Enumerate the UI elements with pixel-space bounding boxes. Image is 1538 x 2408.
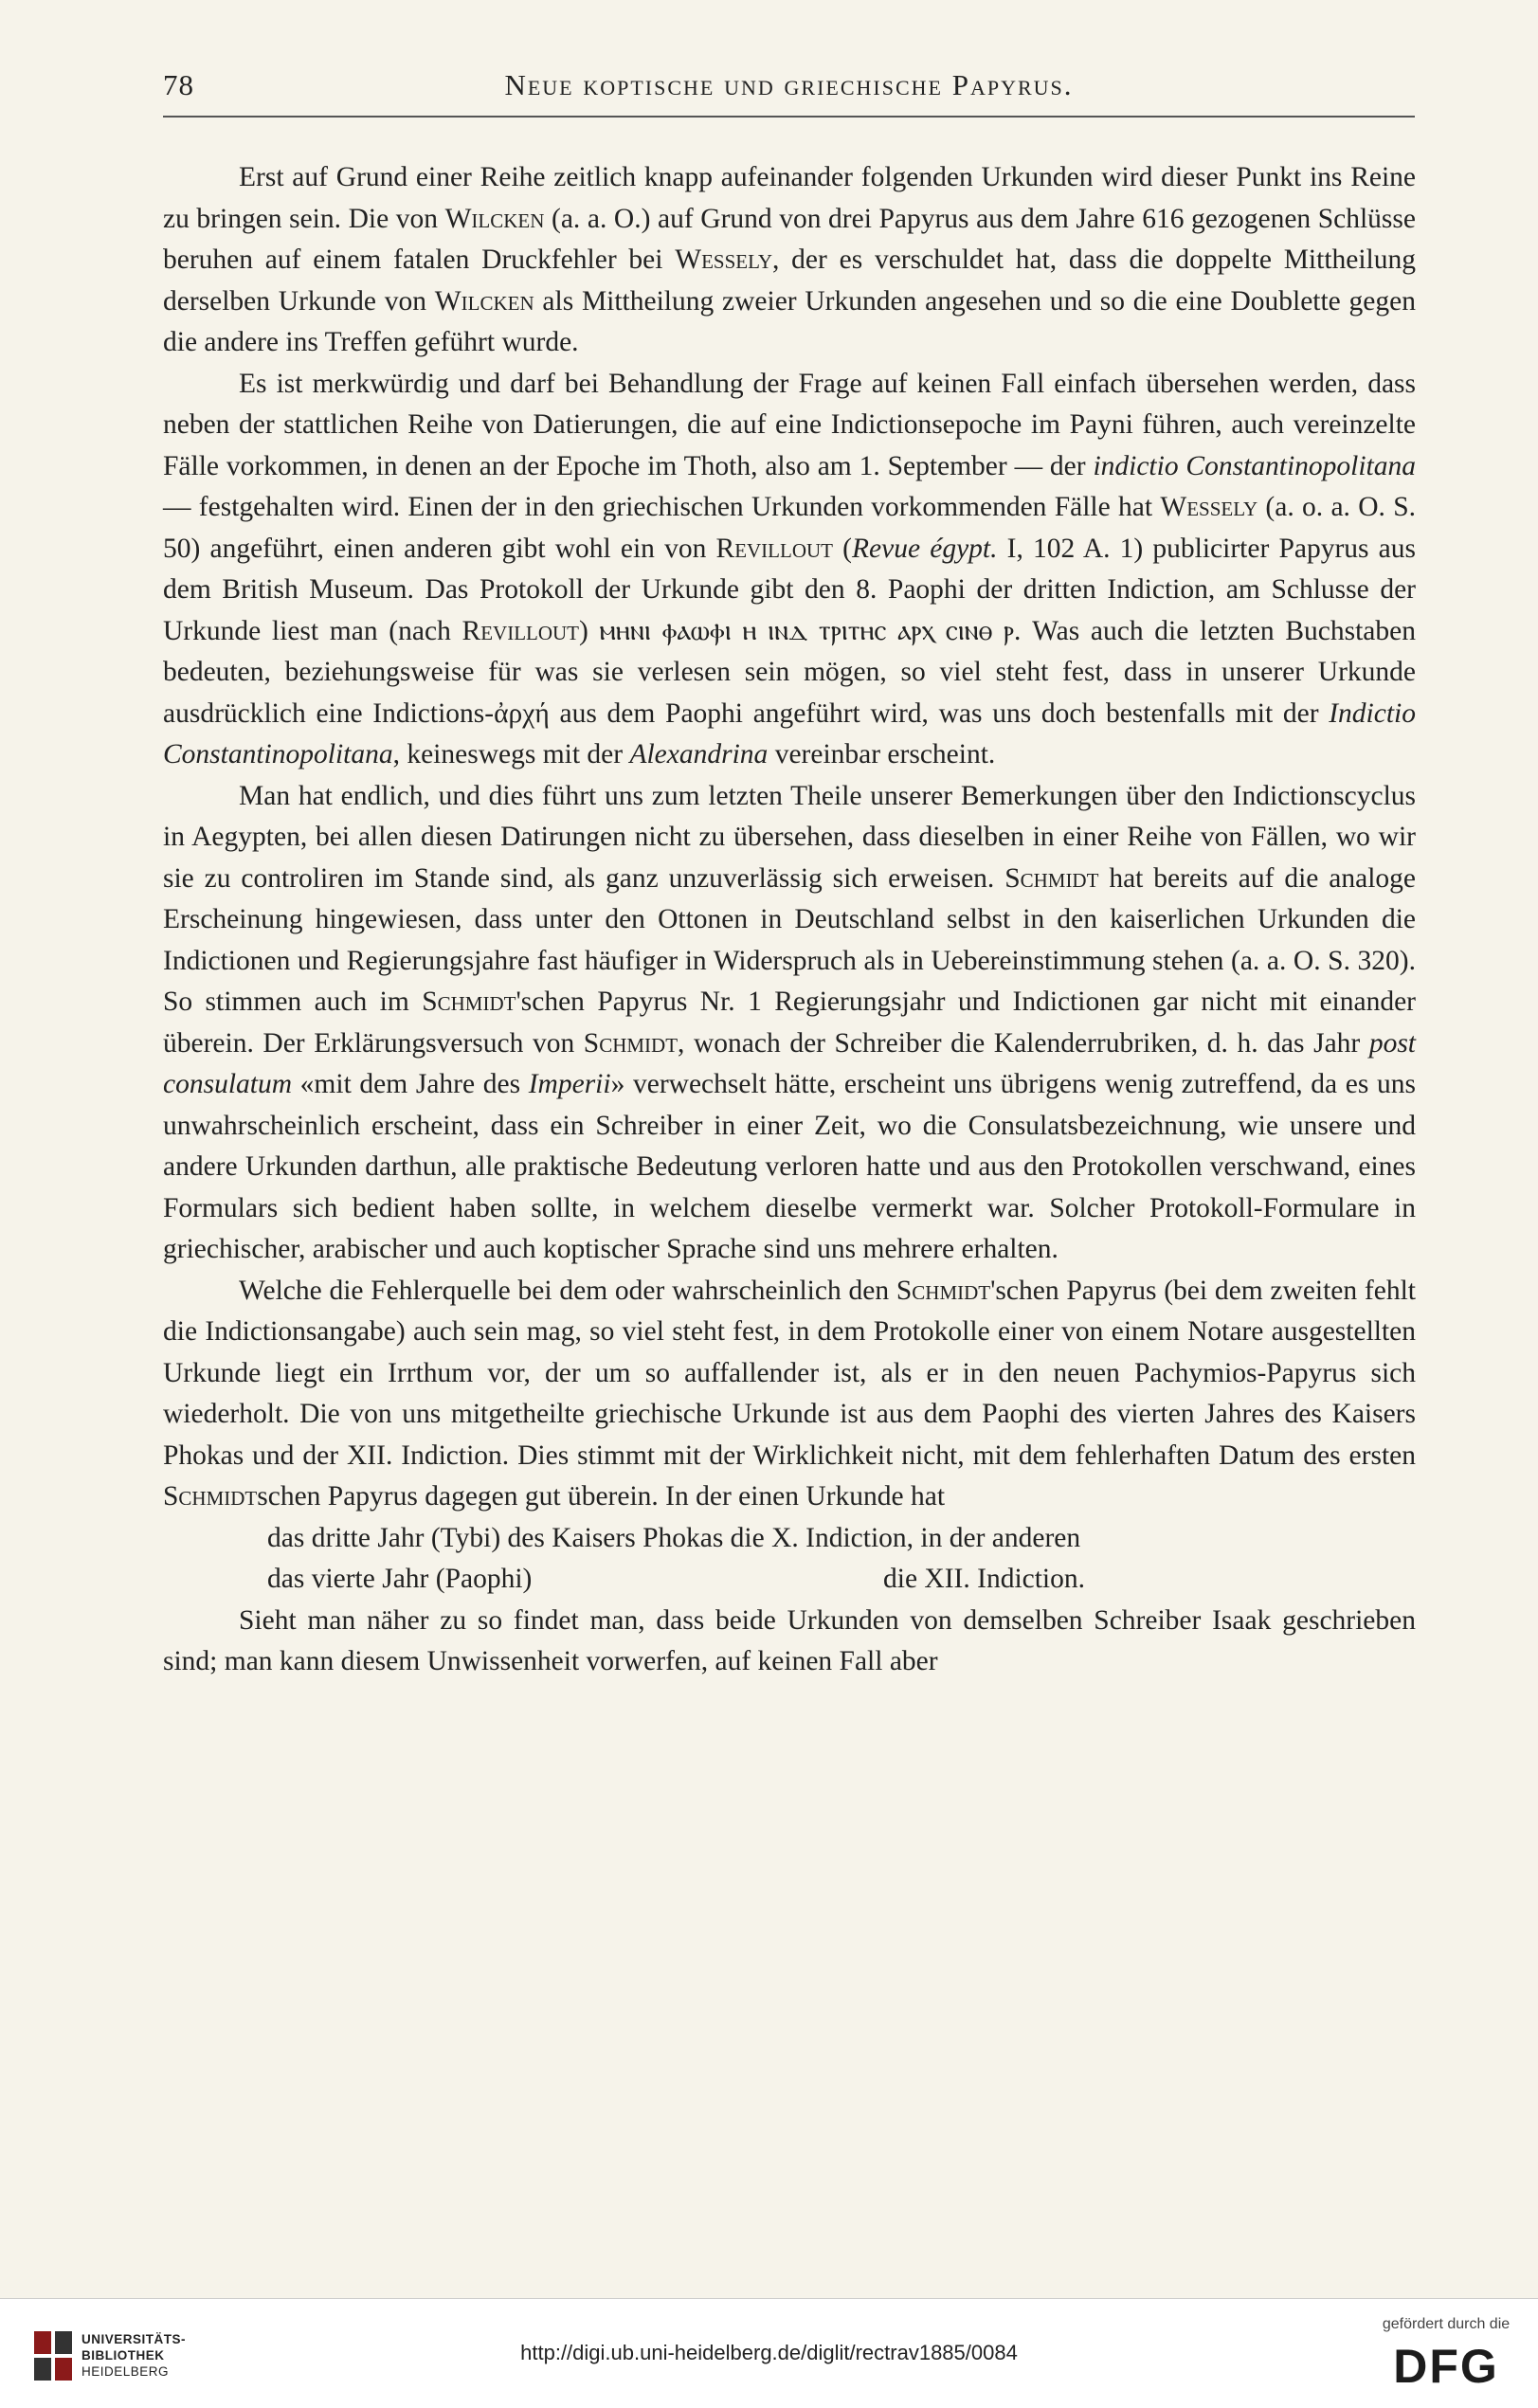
library-name-line-3: HEIDELBERG	[81, 2364, 170, 2379]
italic-term: Revue égypt.	[852, 533, 998, 564]
footer-bar	[0, 2298, 1538, 2408]
quote-line-1: das dritte Jahr (Tybi) des Kaisers Phokas die X. Indiction, in der anderen	[267, 1522, 1081, 1553]
paragraph-3: Man hat endlich, und dies führt uns zum letzten Theile unserer Bemerkungen über den Indictionscyclus in Aegypten, bei allen diesen Datirungen nicht zu übersehen, dass dieselben in einer Reihe von Fällen, wo wir sie zu controliren im Stande sind, als ganz unzuverlässig sich erweisen. Schmidt hat bereits auf die analoge Erscheinung hingewiesen, dass unter den Ottonen in Deutschland selbst in den kaiserlichen Urkunden die Indictionen und Regierungsjahre fast häufiger in Widerspruch als in Uebereinstimmung stehen (a. a. O. S. 320). So stimmen auch im Schmidt'schen Papyrus Nr. 1 Regierungsjahr und Indictionen gar nicht mit einander überein. Der Erklärungsversuch von Schmidt, wonach der Schreiber die Kalenderrubriken, d. h. das Jahr post consulatum «mit dem Jahre des Imperii» verwechselt hätte, erscheint uns übrigens wenig zutreffend, da es uns unwahrscheinlich erscheint, dass ein Schreiber in einer Zeit, wo die Consulatsbezeichnung, wie unsere und andere Urkunden darthun, alle praktische Bedeutung verloren hatte und aus den Protokollen verschwand, eines Formulars sich bedient haben sollte, in welchem dieselbe vermerkt war. Solcher Protokoll-Formulare in griechischer, arabischer und auch koptischer Sprache sind uns mehrere erhalten.	[163, 780, 1416, 1264]
page-header	[163, 68, 1415, 118]
author-name: Revillout	[461, 615, 580, 646]
paragraph-1: Erst auf Grund einer Reihe zeitlich knapp aufeinander folgenden Urkunden wird dieser Punkt ins Reine zu bringen sein. Die von Wilcken (a. a. O.) auf Grund von drei Papyrus aus dem Jahre 616 gezogenen Schlüsse beruhen auf einem fatalen Druckfehler bei Wessely, der es verschuldet hat, dass die doppelte Mittheilung derselben Urkunde von Wilcken als Mittheilung zweier Urkunden angesehen und so die eine Doublette gegen die andere ins Treffen geführt wurde.	[163, 162, 1417, 357]
body-text	[163, 157, 1416, 1683]
author-name: Wessely	[675, 244, 772, 275]
italic-term: Imperii	[528, 1069, 611, 1099]
quote-line-2-right: die XII. Indiction.	[883, 1564, 1085, 1594]
author-name: Schmidt	[422, 987, 516, 1017]
funder-block[interactable]	[1375, 2316, 1517, 2401]
author-name: Revillout	[715, 533, 833, 564]
author-name: Schmidt	[583, 1027, 679, 1059]
page-number: 78	[163, 68, 194, 101]
paragraph-2: Es ist merkwürdig und darf bei Behandlung der Frage auf keinen Fall einfach übersehen werden, dass neben der stattlichen Reihe von Datierungen, die auf eine Indictionsepoche im Payni führen, auch vereinzelte Fälle vorkommen, in denen an der Epoche im Thoth, also am 1. September — der indictio Constantinopolitana — festgehalten wird. Einen der in den griechischen Urkunden vorkommenden Fälle hat Wessely (a. o. a. O. S. 50) angeführt, einen anderen gibt wohl ein von Revillout (Revue égypt. I, 102 A. 1) publicirter Papyrus aus dem British Museum. Das Protokoll der Urkunde gibt den 8. Paophi der dritten Indiction, am Schlusse der Urkunde liest man (nach Revillout) ⲙⲏⲛⲓ ⲫⲁⲱⲫⲓ ⲏ ⲓⲛⲇ ⲧⲣⲓⲧⲏⲥ ⲁⲣⲭ ⲥⲓⲛⲑ ⲣ. Was auch die letzten Buchstaben bedeuten, beziehungsweise für was sie verlesen sein mögen, so viel steht fest, dass in unserer Urkunde ausdrücklich eine Indictions-ἀρχή aus dem Paophi angeführt wird, was uns doch bestenfalls mit der Indictio Constantinopolitana, keineswegs mit der Alexandrina vereinbar erscheint.	[163, 368, 1416, 769]
author-name: Wessely	[1160, 492, 1258, 522]
italic-term: Indictio Constantinopolitana	[163, 697, 1416, 769]
quote-line-2	[267, 1559, 1416, 1601]
library-name-line-1: UNIVERSITÄTS-	[81, 2332, 187, 2346]
author-name: Schmidt	[1004, 862, 1099, 894]
quote-block	[267, 1518, 1416, 1601]
library-name-line-2: BIBLIOTHEK	[81, 2348, 165, 2363]
paragraph-container	[163, 157, 1416, 1518]
author-name: Wilcken	[434, 285, 534, 317]
quote-line-2-left: das vierte Jahr (Paophi)	[267, 1564, 533, 1594]
author-name: Schmidt	[896, 1275, 991, 1306]
italic-term: post consulatum	[163, 1027, 1416, 1099]
italic-term: Alexandrina	[629, 739, 769, 769]
last-paragraph: Sieht man näher zu so findet man, dass beide Urkunden von demselben Schreiber Isaak geschrieben sind; man kann diesem Unwissenheit vorwerfen, auf keinen Fall aber	[163, 1604, 1416, 1676]
dfg-logo-icon	[1375, 2339, 1517, 2388]
author-name: Wilcken	[444, 203, 545, 234]
italic-term: indictio Constantinopolitana	[1093, 450, 1416, 481]
digital-library-url[interactable]: http://digi.ub.uni-heidelberg.de/diglit/rectrav1885/0084	[520, 2341, 1018, 2364]
svg-text:DFG: DFG	[1393, 2340, 1499, 2388]
running-title: Neue koptische und griechische Papyrus.	[504, 68, 1074, 101]
paragraph-4: Welche die Fehlerquelle bei dem oder wahrscheinlich den Schmidt'schen Papyrus (bei dem zweiten fehlt die Indictionsangabe) auch sein mag, so viel steht fest, in dem Protokolle einer von einem Notare ausgestellten Urkunde liegt ein Irrthum vor, der um so auffallender ist, als er in den neuen Pachymios-Papyrus sich wiederholt. Die von uns mitgetheilte griechische Urkunde ist aus dem Paophi des vierten Jahres des Kaisers Phokas und der XII. Indiction. Dies stimmt mit der Wirklichkeit nicht, mit dem fehlerhaften Datum des ersten Schmidtschen Papyrus dagegen gut überein. In der einen Urkunde hat	[163, 1275, 1416, 1512]
author-name: Schmidt	[163, 1481, 258, 1512]
funding-note: gefördert durch die	[1382, 2316, 1511, 2332]
